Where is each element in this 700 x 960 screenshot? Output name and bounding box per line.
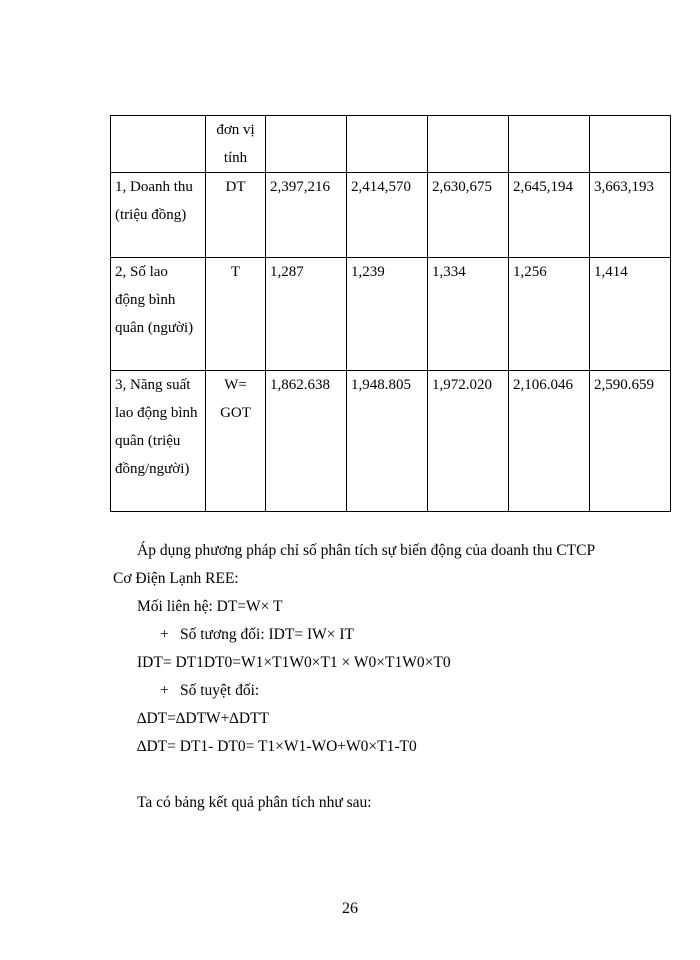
table-cell: DT (206, 173, 266, 258)
table-cell (347, 116, 428, 173)
table-cell (590, 116, 671, 173)
table-cell: 1,948.805 (347, 371, 428, 512)
table-row (111, 173, 671, 258)
paragraph-line: Áp dụng phương pháp chỉ số phân tích sự biến động của doanh thu CTCP (137, 542, 596, 559)
paragraph-line: Cơ Điện Lạnh REE: (113, 570, 239, 587)
table-cell: W= GOT (206, 371, 266, 512)
table-cell: 1,256 (509, 258, 590, 371)
table-cell: 2,414,570 (347, 173, 428, 258)
table-cell: 1,972.020 (428, 371, 509, 512)
bullet-plus: + (160, 626, 169, 643)
table-row (111, 116, 671, 173)
table-cell: 1,862.638 (266, 371, 347, 512)
paragraph-line: Ta có bảng kết quả phân tích như sau: (137, 794, 372, 811)
table-cell: 1,239 (347, 258, 428, 371)
table-cell: 2,630,675 (428, 173, 509, 258)
table-row (111, 371, 671, 512)
table-cell: 3,663,193 (590, 173, 671, 258)
bullet-plus: + (160, 682, 169, 699)
table-cell: 2, Số lao động bình quân (người) (111, 258, 206, 371)
table-cell: 3, Năng suất lao động bình quân (triệu đồng/người) (111, 371, 206, 512)
table-cell: 2,645,194 (509, 173, 590, 258)
relation-formula: Mối liên hệ: DT=W× T (137, 598, 283, 615)
delta-expansion-formula: ∆DT= DT1- DT0= T1×W1-WO+W0×T1-T0 (137, 738, 417, 755)
relative-formula: Số tương đối: IDT= IW× IT (180, 626, 354, 643)
absolute-label: Số tuyệt đối: (180, 682, 260, 699)
table-cell: 2,106.046 (509, 371, 590, 512)
delta-formula: ∆DT=∆DTW+∆DTT (137, 710, 270, 727)
table-cell: 2,397,216 (266, 173, 347, 258)
table-cell: 1, Doanh thu (triệu đồng) (111, 173, 206, 258)
bullet-absolute (160, 682, 259, 700)
index-formula: IDT= DT1DT0=W1×T1W0×T1 × W0×T1W0×T0 (137, 654, 451, 671)
page-number: 26 (342, 900, 358, 917)
table-cell: đơn vị tính (206, 116, 266, 173)
labor-revenue-table (110, 115, 671, 512)
table-cell (509, 116, 590, 173)
table-cell: 1,414 (590, 258, 671, 371)
table-cell (266, 116, 347, 173)
table-cell (428, 116, 509, 173)
bullet-relative (160, 626, 354, 644)
table-cell: T (206, 258, 266, 371)
table-cell (111, 116, 206, 173)
table-cell: 1,334 (428, 258, 509, 371)
table-cell: 2,590.659 (590, 371, 671, 512)
table-cell: 1,287 (266, 258, 347, 371)
table-row (111, 258, 671, 371)
